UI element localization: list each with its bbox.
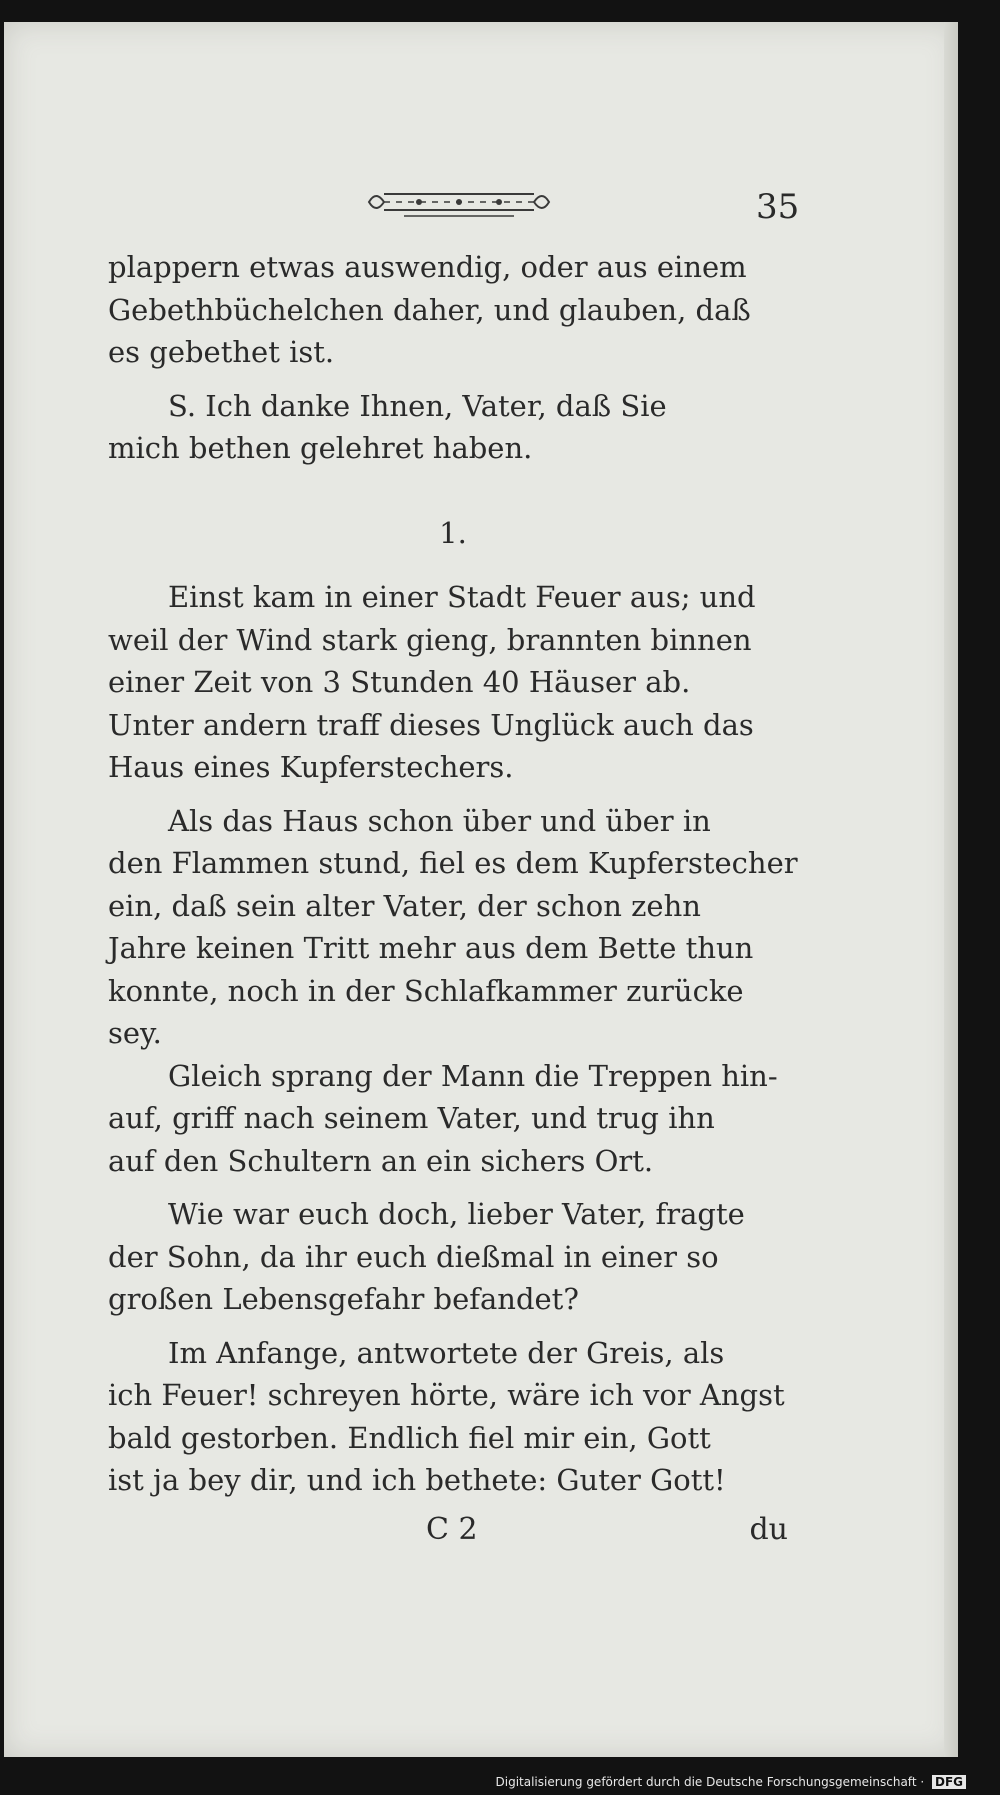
text-line: plappern etwas auswendig, oder aus einem [108, 250, 747, 284]
page-header [4, 162, 958, 232]
text-block [108, 246, 798, 1502]
page-edge [944, 22, 958, 1757]
text-line: weil der Wind stark gieng, brannten binnen [108, 622, 752, 657]
text-line: sey. [108, 1016, 162, 1050]
dfg-logo: DFG [932, 1775, 966, 1789]
signature-mark: C 2 [426, 1512, 478, 1547]
text-line: konnte, noch in der Schlafkammer zurücke [108, 973, 744, 1008]
text-line: Unter andern traff dieses Unglück auch das [108, 707, 754, 742]
paragraph-5 [108, 1055, 798, 1183]
page-footer [108, 1512, 798, 1562]
text-line: ist ja bey dir, und ich bethete: Guter Gott! [108, 1463, 726, 1497]
scan-credit [496, 1775, 966, 1789]
paragraph-6 [108, 1193, 798, 1321]
section-number: 1. [439, 515, 467, 550]
text-line: ein, daß sein alter Vater, der schon zehn [108, 888, 701, 923]
text-line: Wie war euch doch, lieber Vater, fragte [168, 1197, 745, 1231]
text-line: der Sohn, da ihr euch dießmal in einer so [108, 1239, 719, 1274]
text-line: ich Feuer! schreyen hörte, wäre ich vor Angst [108, 1378, 785, 1412]
text-line: S. Ich danke Ihnen, Vater, daß Sie [168, 388, 667, 423]
text-line: bald gestorben. Endlich fiel mir ein, Gott [108, 1420, 711, 1455]
paragraph-7 [108, 1332, 798, 1502]
text-line: Gleich sprang der Mann die Treppen hin- [168, 1058, 778, 1093]
page-number: 35 [756, 187, 800, 227]
text-line: einer Zeit von 3 Stunden 40 Häuser ab. [108, 665, 691, 699]
text-line: Einst kam in einer Stadt Feuer aus; und [168, 580, 756, 614]
text-line: mich bethen gelehret haben. [108, 431, 533, 465]
text-line: den Flammen stund, fiel es dem Kupferstecher [108, 846, 798, 880]
text-line: es gebethet ist. [108, 335, 335, 369]
text-line: auf, griff nach seinem Vater, und trug ihn [108, 1101, 715, 1135]
text-line: Jahre keinen Tritt mehr aus dem Bette thun [108, 931, 754, 965]
text-line: Im Anfange, antwortete der Greis, als [168, 1335, 725, 1370]
paragraph-2 [108, 385, 798, 470]
printers-ornament-icon [364, 182, 554, 222]
scan-credit-text: Digitalisierung gefördert durch die Deutsche Forschungsgemeinschaft · [495, 1775, 925, 1789]
paragraph-3 [108, 576, 798, 789]
catchword: du [749, 1512, 788, 1547]
paragraph-4 [108, 800, 798, 1055]
paragraph-1 [108, 246, 798, 374]
text-line: Haus eines Kupferstechers. [108, 750, 514, 784]
book-page [4, 22, 958, 1757]
text-line: großen Lebensgefahr befandet? [108, 1282, 579, 1316]
text-line: Als das Haus schon über und über in [168, 803, 711, 838]
text-line: Gebethbüchelchen daher, und glauben, daß [108, 292, 751, 327]
text-line: auf den Schultern an ein sichers Ort. [108, 1143, 654, 1178]
